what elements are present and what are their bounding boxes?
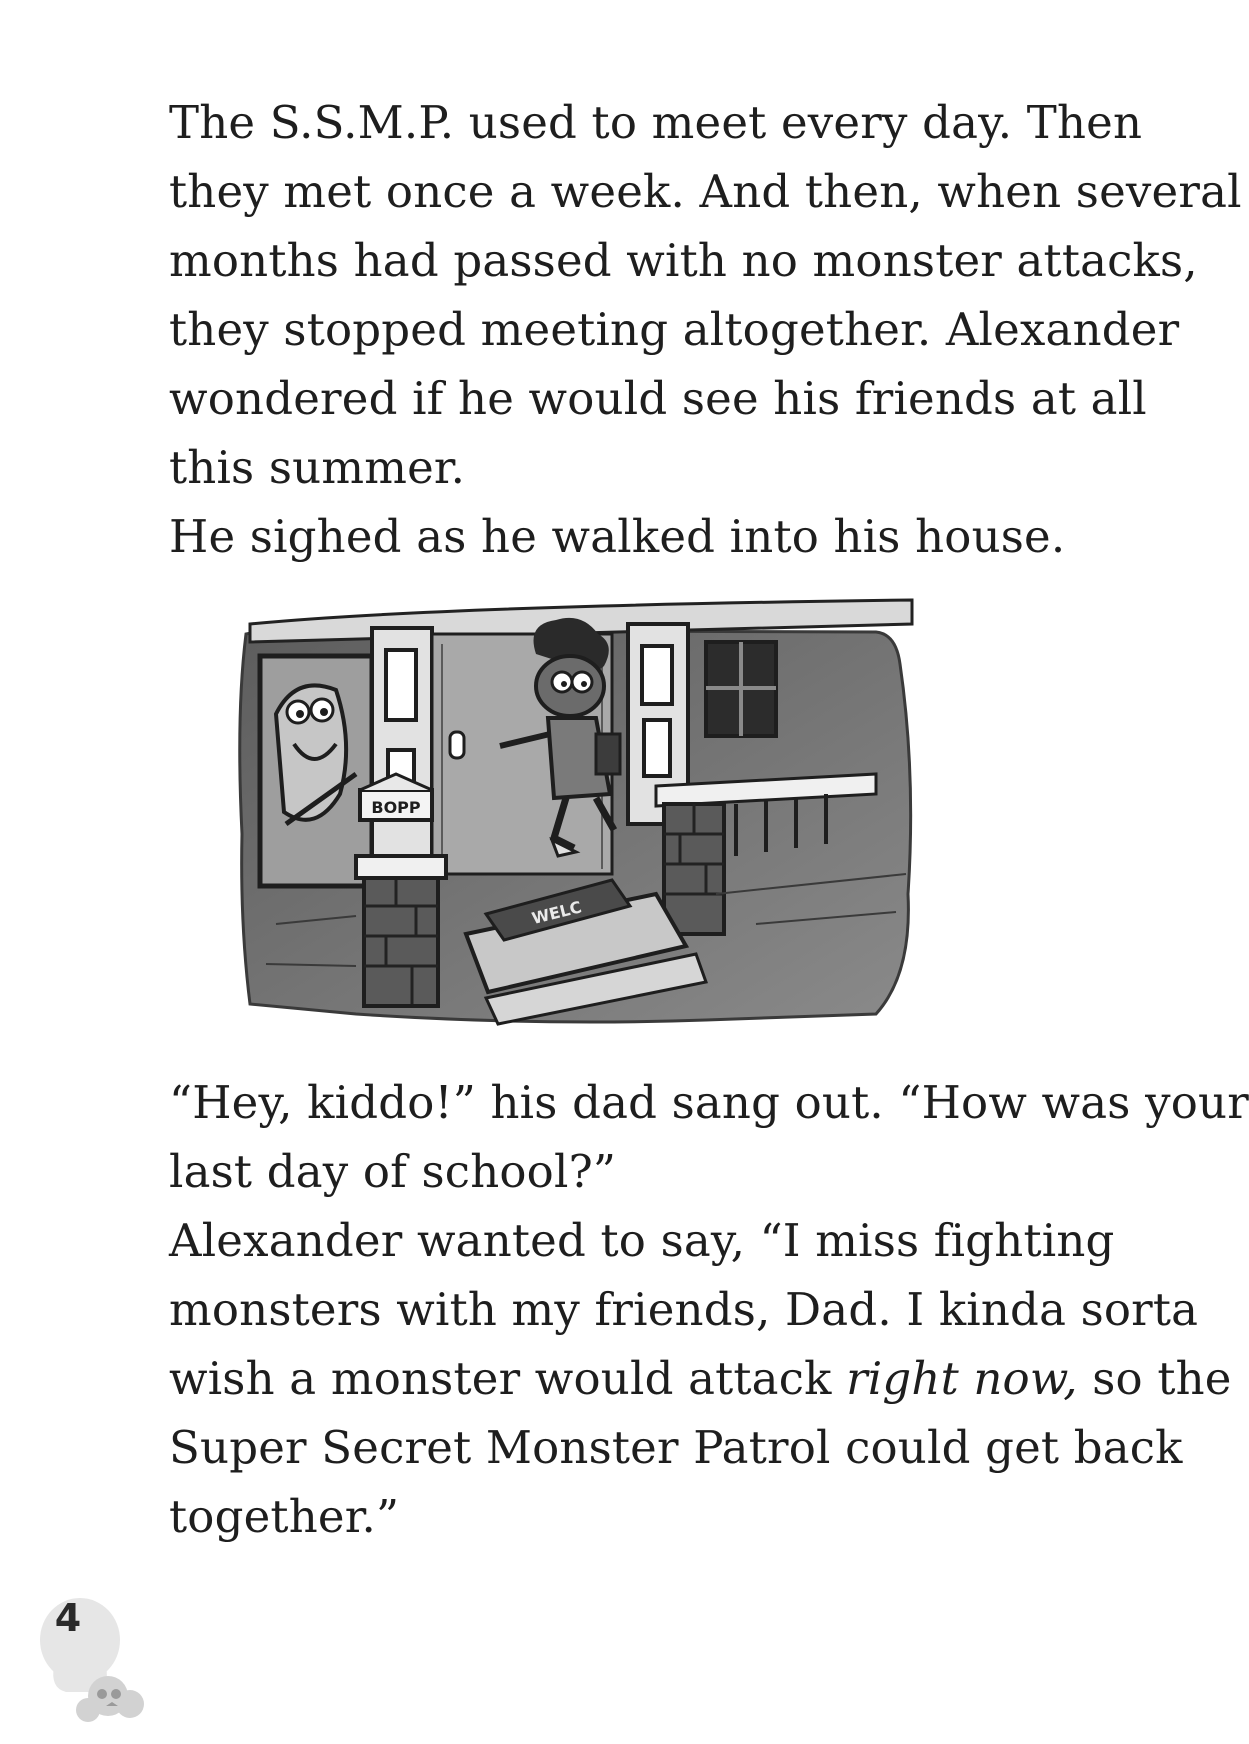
text-line — [112, 1344, 1232, 1413]
text-line: they stopped meeting altogether. Alexander — [169, 303, 1180, 356]
text-line: He sighed as he walked into his house. — [169, 510, 1066, 563]
doormat-text: WELC — [529, 897, 584, 928]
text-line: together.” — [169, 1490, 400, 1543]
text-run: wish a monster would attack — [169, 1352, 847, 1405]
paragraph-4 — [112, 1206, 1232, 1551]
text-line: they met once a week. And then, when several — [169, 165, 1242, 218]
text-line: wondered if he would see his friends at all — [169, 372, 1147, 425]
text-line: “Hey, kiddo!” his dad sang out. “How was your — [169, 1076, 1249, 1129]
text-line: months had passed with no monster attacks, — [169, 234, 1198, 287]
paragraph-3 — [112, 1068, 1249, 1206]
text-line: this summer. — [169, 441, 466, 494]
text-line: last day of school?” — [169, 1145, 617, 1198]
window-left — [260, 656, 372, 886]
doorplate-text: BOPP — [371, 798, 421, 817]
text-run: so the — [1077, 1352, 1232, 1405]
window-right — [706, 642, 776, 736]
page-number: 4 — [54, 1596, 82, 1640]
italic-emphasis: right now, — [846, 1352, 1078, 1405]
text-line: monsters with my friends, Dad. I kinda sorta — [169, 1283, 1199, 1336]
text-line: The S.S.M.P. used to meet every day. Then — [169, 96, 1143, 149]
text-line: Super Secret Monster Patrol could get back — [169, 1421, 1183, 1474]
paragraph-1 — [112, 88, 1242, 502]
house-entrance-illustration — [236, 594, 922, 1064]
paragraph-2 — [112, 502, 1112, 571]
text-line: Alexander wanted to say, “I miss fighting — [169, 1214, 1115, 1267]
